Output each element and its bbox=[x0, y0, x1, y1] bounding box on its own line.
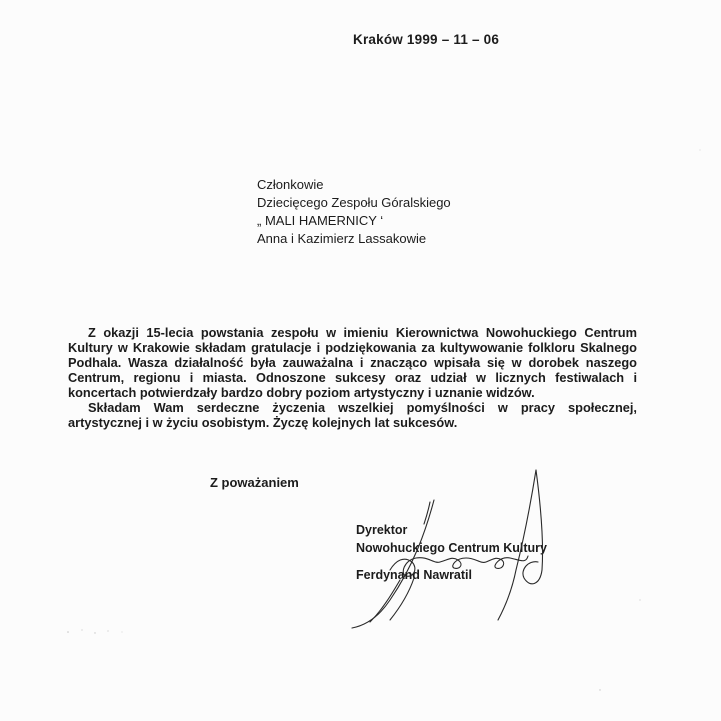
recipient-line-3: „ MALI HAMERNICY ‘ bbox=[257, 213, 384, 228]
recipient-line-4: Anna i Kazimierz Lassakowie bbox=[257, 231, 427, 246]
signatory-name: Ferdynand Nawratil bbox=[356, 568, 472, 582]
recipient-line-2: Dziecięcego Zespołu Góralskiego bbox=[257, 195, 451, 210]
signatory-institution: Nowohuckiego Centrum Kultury bbox=[356, 541, 547, 555]
signature-block bbox=[356, 521, 547, 584]
letter-date: Kraków 1999 – 11 – 06 bbox=[353, 32, 500, 47]
recipient-line-1: Członkowie bbox=[257, 177, 324, 192]
letter-body bbox=[68, 325, 637, 430]
body-paragraph-1 bbox=[68, 325, 637, 400]
paragraph-2-text: Składam Wam serdeczne życzenia wszelkiej pomyślności w pracy społecznej, artystycznej i w życiu osobistym. Życzę kolejnych lat sukcesów. bbox=[68, 400, 637, 430]
signatory-title: Dyrektor bbox=[356, 523, 408, 537]
recipient-block bbox=[257, 176, 451, 248]
body-paragraph-2 bbox=[68, 400, 637, 430]
closing-salutation: Z poważaniem bbox=[210, 475, 299, 490]
paragraph-1-text: Z okazji 15-lecia powstania zespołu w imieniu Kierownictwa Nowohuckiego Centrum Kultury w Krakowie składam gratulacje i podziękowania za kultywowanie folkloru Skalnego Podhala. Wasza działalność była zauważalna i znacząco wpisała się w dorobek naszego Centrum, regionu i miasta. Odnoszone sukcesy oraz udział w licznych festiwalach i koncertach potwierdzały bardzo dobry poziom artystyczny i uznanie widzów. bbox=[68, 325, 637, 400]
